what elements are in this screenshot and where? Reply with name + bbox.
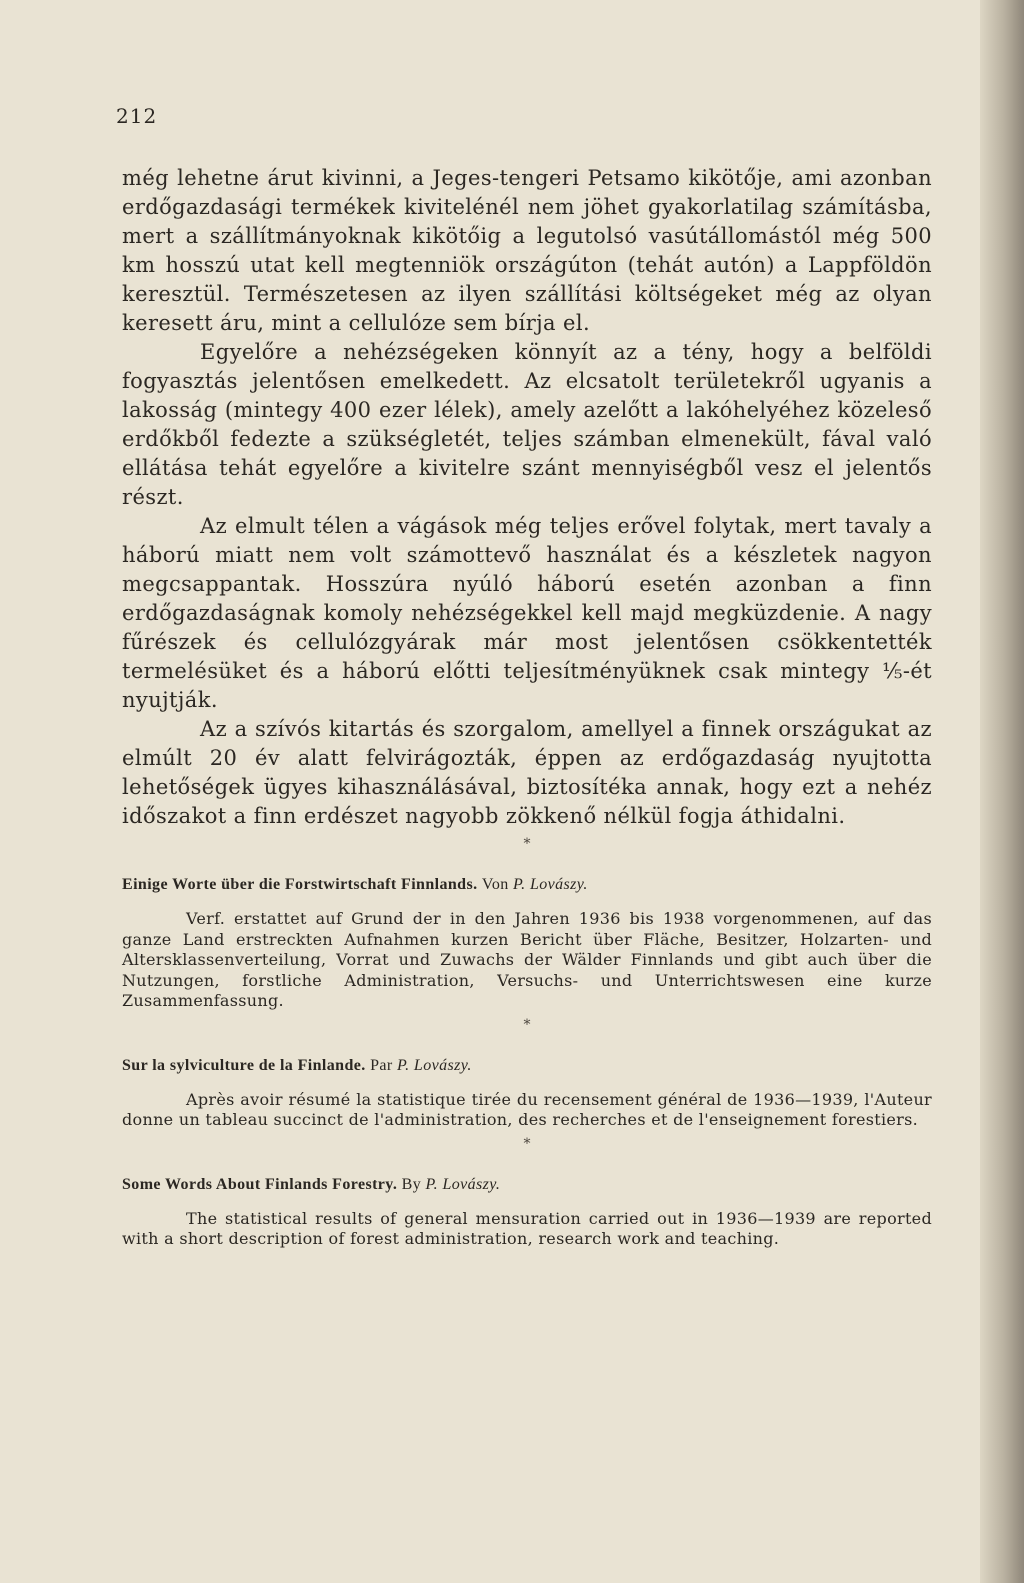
summary-heading xyxy=(122,1170,932,1199)
summary-text: Verf. erstattet auf Grund der in den Jahren 1936 bis 1938 vorgenommenen, auf das ganze Land erstreckten Aufnahmen kurzen Bericht über Fläche, Besitzer, Holzarten- und Altersklassenverteilung, Vorrat und Zuwachs der Wälder Finnlands und gibt auch über die Nutzungen, forstliche Administration, Versuchs- und Unterrichtswesen eine kurze Zusammenfassung. xyxy=(122,909,932,1010)
separator-asterisk: * xyxy=(523,836,531,852)
page-edge-shadow xyxy=(980,0,1024,1583)
summary-heading xyxy=(122,870,932,899)
summary-german xyxy=(122,870,932,1012)
summary-author: P. Lovászy. xyxy=(513,876,588,893)
summary-author: P. Lovászy. xyxy=(425,1175,501,1193)
paragraph: még lehetne árut kivinni, a Jeges-tengeri Petsamo kikötője, ami azonban erdőgazdasági termékek kivitelénél nem jöhet gyakorlatilag számításba, mert a szállítmányoknak kikötőig a legutolsó vasútállomástól még 500 km hosszú utat kell megtenniök országúton (tehát autón) a Lappföldön keresztül. Természetesen az ilyen szállítási költségeket még az olyan keresett áru, mint a cellulóze sem bírja el. xyxy=(122,166,932,335)
summary-title: Einige Worte über die Forstwirtschaft Finnlands. xyxy=(122,876,478,893)
summary-text: Après avoir résumé la statistique tirée du recensement général de 1936—1939, l'Auteur donne un tableau succinct de l'administration, des recherches et de l'enseignement forestiers. xyxy=(122,1089,932,1129)
separator-asterisk: * xyxy=(523,1135,531,1152)
paragraph: Az elmult télen a vágások még teljes erővel folytak, mert tavaly a háború miatt nem volt számottevő használat és a készletek nagyon megcsappantak. Hosszúra nyúló háború esetén azonban a finn erdőgazdaságnak komoly nehézségekkel kell majd megküzdenie. A nagy fűrészek és cellulózgyárak már most jelentősen csökkentették termelésüket és a háború előtti teljesítményüknek csak mintegy ⅕-ét nyujtják. xyxy=(122,514,932,712)
summary-by: Von xyxy=(481,876,509,893)
paragraph: Egyelőre a nehézségeken könnyít az a tény, hogy a belföldi fogyasztás jelentősen emelkedett. Az elcsatolt területekről ugyanis a lakosság (mintegy 400 ezer lélek), amely azelőtt a lakóhelyéhez közeleső erdőkből fedezte a szükségletét, teljes számban elmenekült, fával való ellátása tehát egyelőre a kivitelre szánt mennyiségből vesz el jelentős részt. xyxy=(122,340,932,509)
separator-asterisk: * xyxy=(523,1016,531,1033)
page-number: 212 xyxy=(116,104,158,128)
paragraph: Az a szívós kitartás és szorgalom, amellyel a finnek országukat az elmúlt 20 év alatt felvirágozták, éppen az erdőgazdaság nyujtotta lehetőségek ügyes kihasználásával, biztosítéka annak, hogy ezt a nehéz időszakot a finn erdészet nagyobb zökkenő nélkül fogja áthidalni. xyxy=(122,717,932,828)
summary-french xyxy=(122,1051,932,1131)
summary-author: P. Lovászy. xyxy=(397,1056,472,1074)
summary-title: Sur la sylviculture de la Finlande. xyxy=(122,1056,366,1074)
summary-heading xyxy=(122,1051,932,1080)
summary-by: By xyxy=(401,1175,422,1193)
main-text xyxy=(122,164,932,1250)
summary-text: The statistical results of general mensuration carried out in 1936—1939 are reported with a short description of forest administration, research work and teaching. xyxy=(122,1208,932,1248)
summary-title: Some Words About Finlands Forestry. xyxy=(122,1175,398,1193)
summary-english xyxy=(122,1170,932,1250)
summary-by: Par xyxy=(370,1056,393,1074)
